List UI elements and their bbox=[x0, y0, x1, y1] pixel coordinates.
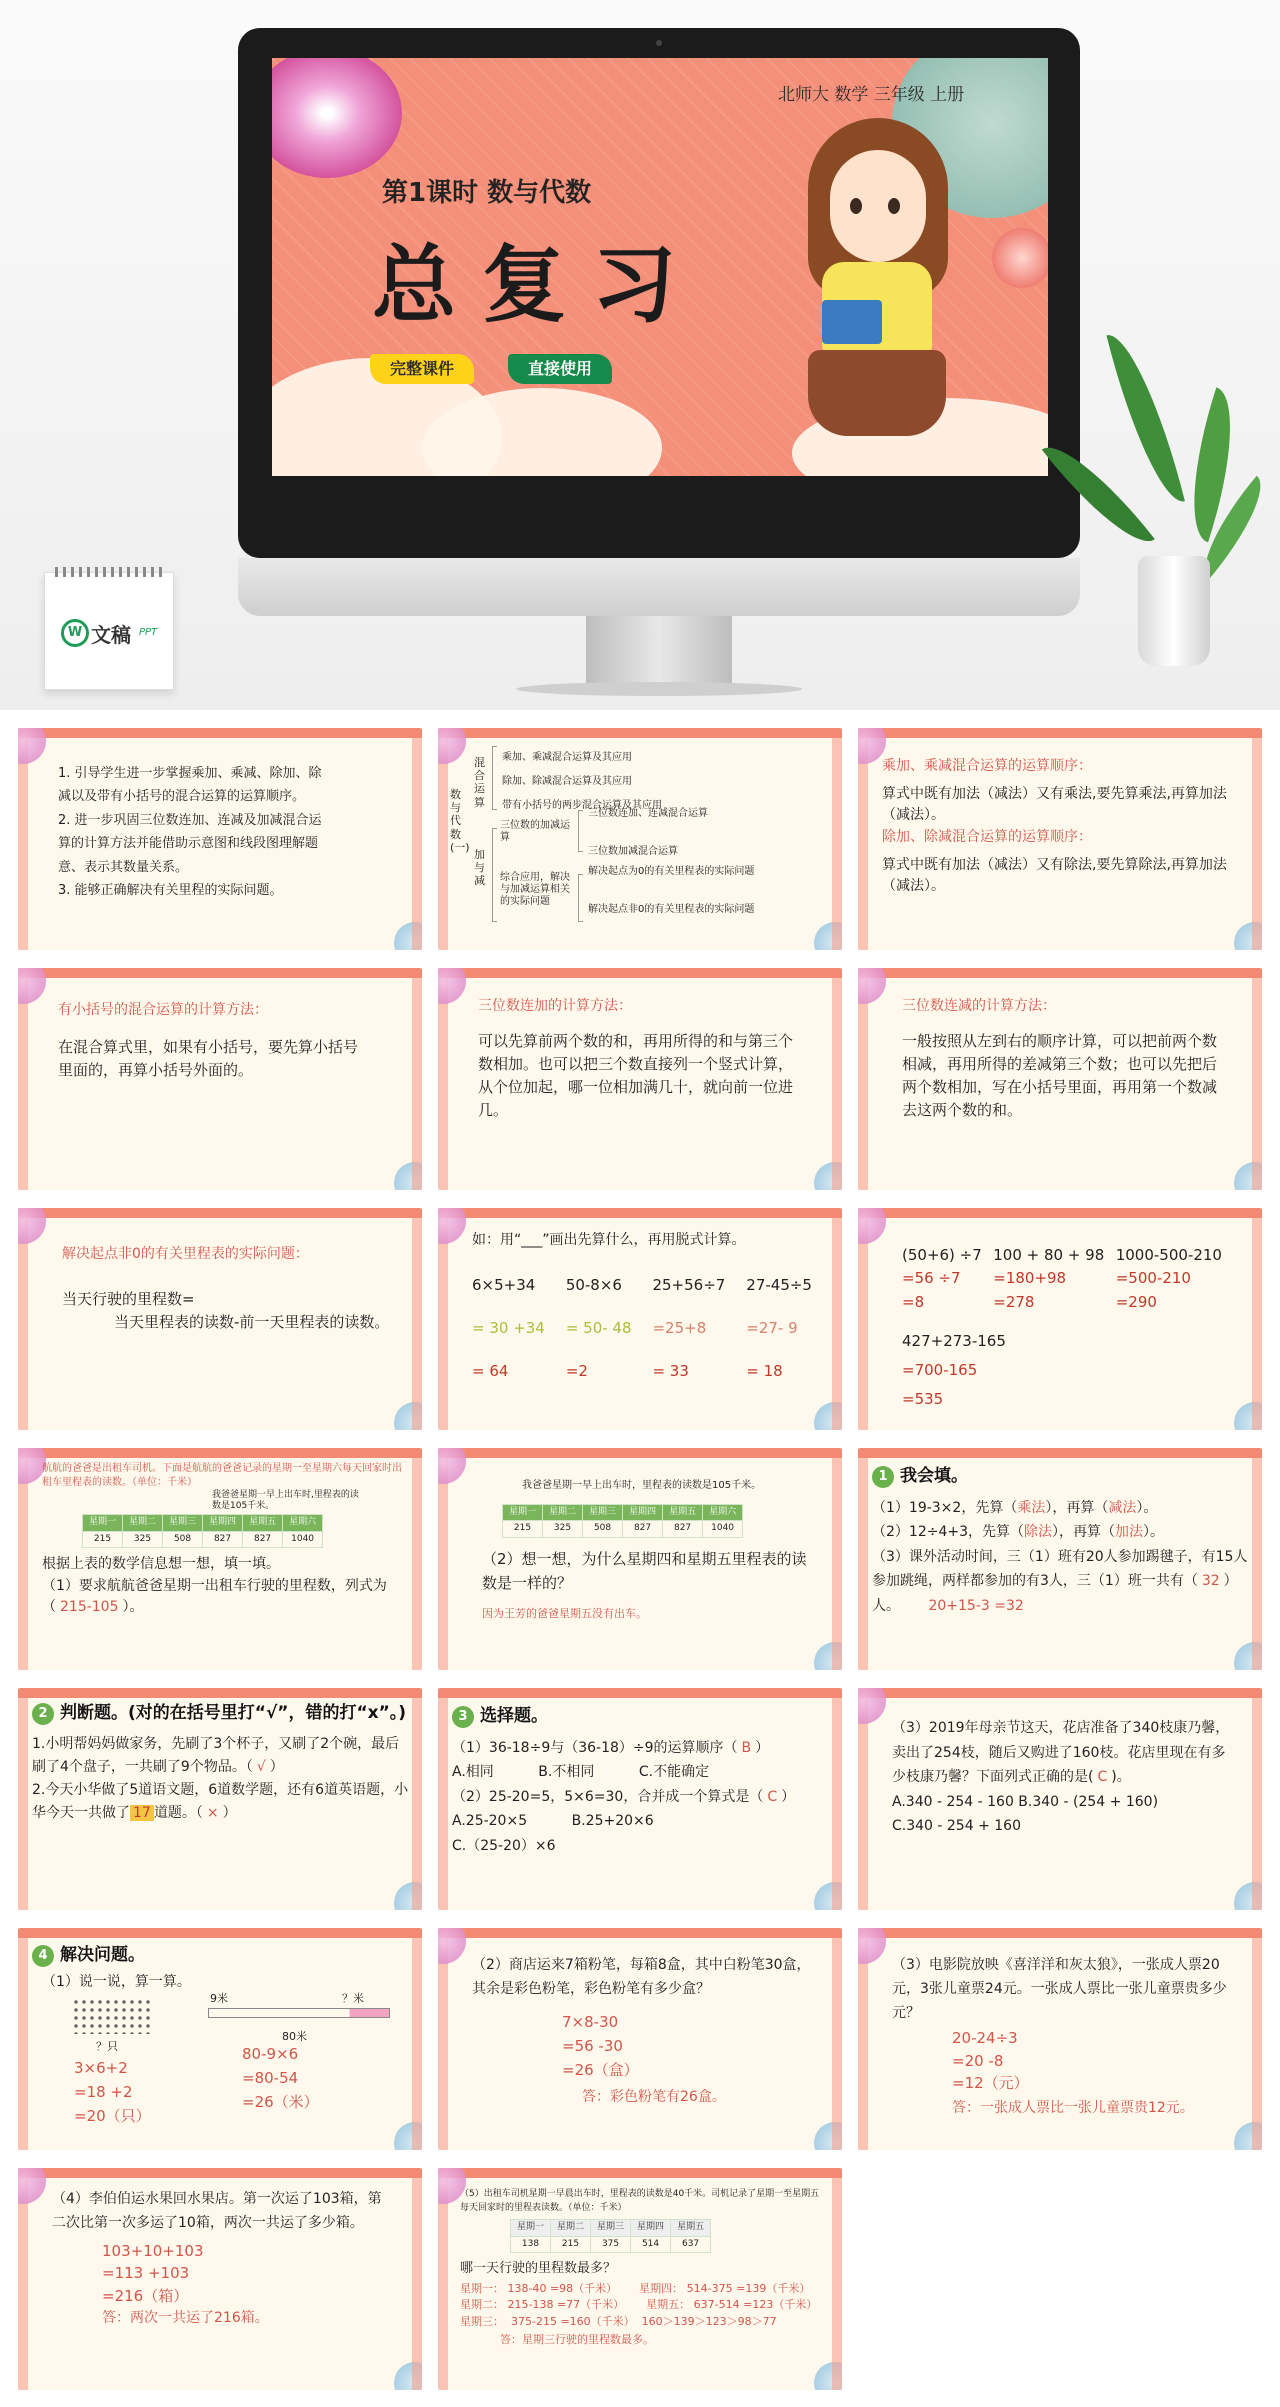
options-line: A.25-20×5 B.25+20×6 bbox=[452, 1813, 654, 1830]
mindmap-item: 解决起点非0的有关里程表的实际问题 bbox=[588, 904, 755, 915]
table-head-cell: 星期五 bbox=[663, 1504, 703, 1521]
step: = 50- 48 bbox=[565, 1318, 632, 1337]
slide-stepwise-2[interactable] bbox=[858, 1208, 1262, 1430]
method-text: 可以先算前两个数的和，再用所得的和与第三个数相加。也可以把三个数直接列一个竖式计算，从个位加起，哪一位相加满几十，就向前一位进几。 bbox=[478, 1031, 794, 1120]
answer-text: 因为王芳的爸爸星期五没有出车。 bbox=[482, 1606, 647, 1620]
table-head-cell: 星期三 bbox=[163, 1514, 203, 1531]
figure-label: 80米 bbox=[282, 2030, 307, 2043]
question-text: 1.小明帮妈妈做家务，先刷了3个杯子，又刷了2个碗，最后刷了4个盘子，一共刷了9个物品。（ bbox=[32, 1736, 400, 1776]
answer: = 33 bbox=[652, 1362, 689, 1381]
section-badge: 1 bbox=[872, 1466, 894, 1488]
options-line: A.相同 B.不相同 C.不能确定 bbox=[452, 1764, 710, 1781]
expression: 427+273-165 bbox=[902, 1331, 1006, 1350]
step: =500-210 bbox=[1115, 1269, 1191, 1288]
solution-step: 20-24÷3 bbox=[952, 2029, 1018, 2048]
question-text: （2）商店运来7箱粉笔，每箱8盒，其中白粉笔30盒，其余是彩色粉笔，彩色粉笔有多少盒？ bbox=[472, 1957, 811, 1997]
table-cell: 325 bbox=[123, 1531, 163, 1548]
mindmap-branch-2: 加与减 bbox=[474, 848, 485, 888]
slide-stepwise-1[interactable] bbox=[438, 1208, 842, 1430]
slide-solve-4[interactable] bbox=[18, 2168, 422, 2390]
mindmap-item: 带有小括号的两步混合运算及其应用 bbox=[502, 800, 662, 811]
question-text: ） bbox=[269, 1759, 284, 1776]
mindmap-sub: 综合应用，解决与加减运算相关的实际问题 bbox=[500, 872, 570, 907]
objective-line: 2. 进一步巩固三位数连加、连减及加减混合运 bbox=[58, 812, 322, 828]
solution-row bbox=[460, 2281, 822, 2298]
question-text: （2）12÷4+3，先算（ bbox=[872, 1524, 1024, 1541]
method-formula: 当天行驶的里程数= bbox=[62, 1289, 195, 1308]
question-text: ）。 bbox=[122, 1599, 144, 1616]
rule-text: 算式中既有加法（减法）又有乘法,要先算乘法,再算加法（减法）。 bbox=[882, 785, 1227, 824]
table-cell: 508 bbox=[583, 1521, 623, 1538]
table-cell: 827 bbox=[663, 1521, 703, 1538]
table-cell: 827 bbox=[243, 1531, 283, 1548]
solution-col bbox=[242, 2042, 319, 2114]
table-cell: 827 bbox=[623, 1521, 663, 1538]
section-title: 我会填。 bbox=[900, 1466, 968, 1486]
table-head-cell: 星期四 bbox=[631, 2220, 671, 2237]
question-line bbox=[452, 1736, 830, 1761]
table-head-cell: 星期二 bbox=[123, 1514, 163, 1531]
objective-line: 3. 能够正确解决有关里程的实际问题。 bbox=[58, 882, 283, 898]
method-text: 在混合算式里，如果有小括号，要先算小括号里面的，再算小括号外面的。 bbox=[58, 1037, 359, 1079]
table-cell: 637 bbox=[671, 2236, 711, 2253]
monitor-stand bbox=[586, 616, 732, 686]
answer-text: 答：星期三行驶的里程数最多。 bbox=[500, 2333, 654, 2346]
lesson-subtitle: 第1课时 数与代数 bbox=[382, 178, 592, 208]
solution-step: =20 -8 bbox=[952, 2051, 1004, 2070]
answer-fill: √ bbox=[256, 1759, 266, 1776]
solution-step: 103+10+103 bbox=[102, 2241, 204, 2260]
slide-solve-1[interactable] bbox=[18, 1928, 422, 2150]
table-head-cell: 星期五 bbox=[671, 2220, 711, 2237]
solution-step: 星期二： 215-138 =77（千米） bbox=[460, 2298, 625, 2311]
camera-dot bbox=[656, 40, 662, 46]
step: =700-165 bbox=[902, 1361, 978, 1379]
mindmap-item: 三位数加减混合运算 bbox=[588, 846, 678, 857]
question-text: )。 bbox=[1111, 1769, 1131, 1785]
answer-text: 答：彩色粉笔有26盒。 bbox=[582, 2088, 726, 2105]
question-text: 哪一天行驶的里程数最多？ bbox=[460, 2261, 617, 2276]
answer-fill: C bbox=[767, 1788, 778, 1805]
odometer-table bbox=[502, 1504, 743, 1539]
cover-title: 总复习 bbox=[372, 236, 703, 334]
solution-step: =216（箱） bbox=[102, 2286, 189, 2305]
slide-brackets-method[interactable] bbox=[18, 968, 422, 1190]
answer-fill: 32 bbox=[1201, 1573, 1220, 1590]
solution-step: 星期四： 514-375 =139（千米） bbox=[639, 2281, 811, 2295]
logo-ppt: PPT bbox=[139, 627, 158, 638]
question-text: （3）2019年母亲节这天，花店准备了340枝康乃馨，卖出了254枝，随后又购进了160枝。花店里现在有多少枝康乃馨？下面列式正确的是( bbox=[892, 1720, 1230, 1785]
red-flower-decoration bbox=[992, 228, 1048, 288]
expression: (50+6) ÷7 bbox=[902, 1246, 982, 1264]
expression: 1000-500-210 bbox=[1115, 1246, 1222, 1264]
question-text: ），再算（ bbox=[1052, 1524, 1115, 1541]
odometer-table bbox=[82, 1514, 323, 1549]
expr-col bbox=[746, 1274, 812, 1384]
answer-fill: 乘法 bbox=[1017, 1499, 1046, 1516]
mindmap-sub: 三位数的加减运算 bbox=[500, 820, 570, 843]
mindmap-item: 除加、除减混合运算及其应用 bbox=[502, 776, 632, 787]
solution-col bbox=[102, 2240, 392, 2308]
highlight-number: 17 bbox=[130, 1805, 154, 1821]
problem-intro: （5）出租车司机星期一早晨出车时，里程表的读数是40千米。司机记录了星期一至星期五每天回家时的里程表读数。（单位：千米） bbox=[460, 2189, 820, 2213]
answer: = 18 bbox=[746, 1362, 783, 1381]
question-text: 根据上表的数学信息想一想，填一填。 bbox=[42, 1556, 280, 1573]
question-text: 道题。（ bbox=[153, 1805, 203, 1822]
solution-row bbox=[460, 2297, 822, 2314]
calc-note: 20+15-3 =32 bbox=[928, 1597, 1024, 1614]
table-caption: 我爸爸星期一早上出车时，里程表的读数是105千米。 bbox=[522, 1480, 762, 1491]
method-heading: 解决起点非0的有关里程表的实际问题： bbox=[62, 1246, 309, 1262]
complete-courseware-tag[interactable]: 完整课件 bbox=[370, 354, 474, 384]
question-text: （2）25-20=5，5×6=30，合并成一个算式是（ bbox=[452, 1788, 764, 1805]
section-badge: 4 bbox=[32, 1945, 54, 1967]
answer: = 64 bbox=[472, 1362, 509, 1381]
question-text: （1）要求航航爸爸星期一出租车行驶的里程数，列式为（ bbox=[42, 1578, 387, 1616]
section-title: 判断题。(对的在括号里打“√”，错的打“x”。) bbox=[60, 1703, 407, 1723]
method-heading: 三位数连加的计算方法： bbox=[478, 998, 632, 1014]
slide-order-rules[interactable] bbox=[858, 728, 1262, 950]
monitor-base bbox=[516, 682, 802, 696]
question-text: ） bbox=[222, 1805, 237, 1822]
question-line bbox=[892, 1716, 1232, 1790]
expression: 27-45÷5 bbox=[746, 1275, 812, 1294]
objective-line: 意、表示其数量关系。 bbox=[58, 859, 189, 875]
brand-line: 北师大 数学 三年级 上册 bbox=[778, 85, 965, 105]
table-head-cell: 星期一 bbox=[503, 1504, 543, 1521]
question-line bbox=[32, 1733, 410, 1779]
table-head-cell: 星期五 bbox=[243, 1514, 283, 1531]
question-text: ），再算（ bbox=[1045, 1499, 1109, 1516]
mindmap-item: 乘加、乘减混合运算及其应用 bbox=[502, 752, 632, 763]
question-line bbox=[872, 1496, 1250, 1521]
table-cell: 325 bbox=[543, 1521, 583, 1538]
sub-question: （1）说一说，算一算。 bbox=[42, 1974, 191, 1991]
question-text: ） bbox=[755, 1739, 770, 1756]
answer: =8 bbox=[902, 1292, 925, 1311]
mindmap-item: 三位数连加、连减混合运算 bbox=[588, 808, 708, 819]
table-cell: 508 bbox=[163, 1531, 203, 1548]
table-head-cell: 星期三 bbox=[591, 2220, 631, 2237]
section-badge: 2 bbox=[32, 1703, 54, 1725]
table-cell: 827 bbox=[203, 1531, 243, 1548]
table-cell: 1040 bbox=[703, 1521, 743, 1538]
solution-step: =26（盒） bbox=[562, 2060, 639, 2079]
options-line: C.340 - 254 + 160 bbox=[892, 1818, 1021, 1834]
solution-step: =26（米） bbox=[242, 2093, 319, 2111]
slide-solve-3[interactable] bbox=[858, 1928, 1262, 2150]
table-head-cell: 星期四 bbox=[623, 1504, 663, 1521]
question-text: （1）19-3×2，先算（ bbox=[872, 1499, 1018, 1516]
expr-col bbox=[993, 1244, 1104, 1314]
section-title: 选择题。 bbox=[480, 1706, 548, 1726]
expr-col bbox=[566, 1274, 632, 1384]
table-head-cell: 星期一 bbox=[83, 1514, 123, 1531]
figure-label: 9米 bbox=[210, 1992, 228, 2005]
solution-step: =20（只） bbox=[74, 2107, 151, 2125]
table-cell: 514 bbox=[631, 2236, 671, 2253]
method-heading: 三位数连减的计算方法： bbox=[902, 998, 1056, 1014]
slide-subtraction-method[interactable] bbox=[858, 968, 1262, 1190]
solution-step: =56 -30 bbox=[562, 2036, 623, 2055]
question-text: ）人。 bbox=[872, 1573, 1238, 1614]
table-head-cell: 星期一 bbox=[511, 2220, 551, 2237]
exercise-prompt: 如：用“___”画出先算什么，再用脱式计算。 bbox=[472, 1232, 746, 1248]
solution-step: 7×8-30 bbox=[562, 2012, 619, 2031]
question-text: （4）李伯伯运水果回水果店。第一次运了103箱，第二次比第一次多运了10箱，两次一共运了多少箱。 bbox=[52, 2191, 382, 2231]
question-text: （2）想一想，为什么星期四和星期五里程表的读数是一样的？ bbox=[482, 1550, 807, 1592]
odometer-table bbox=[510, 2219, 711, 2253]
rule-heading: 除加、除减混合运算的运算顺序： bbox=[882, 829, 1092, 846]
expression: 50-8×6 bbox=[565, 1275, 622, 1294]
solution-step: =12（元） bbox=[952, 2074, 1029, 2093]
objective-line: 算的计算方法并能借助示意图和线段图理解题 bbox=[58, 836, 319, 852]
objective-line: 减以及带有小括号的混合运算的运算顺序。 bbox=[58, 789, 306, 805]
segment-bar bbox=[208, 2008, 390, 2018]
table-cell: 1040 bbox=[283, 1531, 323, 1548]
expression: 25+56÷7 bbox=[652, 1275, 726, 1294]
table-head-cell: 星期三 bbox=[583, 1504, 623, 1521]
solution-step: 80-9×6 bbox=[242, 2045, 299, 2063]
expression: 6×5+34 bbox=[472, 1275, 536, 1294]
mindmap-item: 解决起点为0的有关里程表的实际问题 bbox=[588, 866, 755, 877]
answer-fill: 加法 bbox=[1115, 1524, 1143, 1541]
answer-text: 答：一张成人票比一张儿童票贵12元。 bbox=[952, 2099, 1194, 2116]
question-text: ）。 bbox=[1136, 1499, 1158, 1516]
table-head-cell: 星期二 bbox=[543, 1504, 583, 1521]
answer-fill: 除法 bbox=[1024, 1524, 1052, 1541]
question-text: ）。 bbox=[1143, 1524, 1164, 1541]
question-text: （1）36-18÷9与（36-18）÷9的运算顺序（ bbox=[452, 1739, 738, 1756]
table-cell: 215 bbox=[551, 2236, 591, 2253]
dots-figure bbox=[72, 1998, 152, 2034]
rule-heading: 乘加、乘减混合运算的运算顺序： bbox=[882, 758, 1092, 774]
slide-objectives[interactable] bbox=[18, 728, 422, 950]
solution-step: =80-54 bbox=[242, 2069, 299, 2087]
rule-text: 算式中既有加法（减法）又有除法,要先算除法,再算加法（减法）。 bbox=[882, 856, 1227, 895]
step: =180+98 bbox=[993, 1269, 1067, 1288]
slide-true-false[interactable] bbox=[18, 1688, 422, 1910]
solution-col bbox=[74, 2056, 151, 2128]
method-heading: 有小括号的混合运算的计算方法： bbox=[58, 1002, 268, 1018]
table-cell: 215 bbox=[503, 1521, 543, 1538]
question-text: （3）电影院放映《喜洋洋和灰太狼》，一张成人票20元，3张儿童票24元。一张成人票比一张儿童票贵多少元？ bbox=[892, 1957, 1227, 2021]
figure-label: ？米 bbox=[342, 1992, 364, 2005]
solution-step: 3×6+2 bbox=[74, 2059, 128, 2077]
answer: =290 bbox=[1115, 1292, 1157, 1311]
step: =25+8 bbox=[652, 1318, 707, 1337]
answer-text: 答：两次一共运了216箱。 bbox=[102, 2310, 269, 2327]
slide-multiple-choice[interactable] bbox=[438, 1688, 842, 1910]
slide-solve-5[interactable] bbox=[438, 2168, 842, 2390]
answer-fill: B bbox=[741, 1739, 752, 1756]
table-head-cell: 星期六 bbox=[703, 1504, 743, 1521]
table-head-cell: 星期六 bbox=[283, 1514, 323, 1531]
question-line bbox=[452, 1785, 830, 1810]
answer: =535 bbox=[902, 1390, 944, 1409]
question-line bbox=[32, 1779, 410, 1825]
solution-step: 星期五： 637-514 =123（千米） bbox=[646, 2298, 818, 2311]
answer-fill: 减法 bbox=[1108, 1499, 1137, 1516]
expr-col bbox=[902, 1244, 982, 1314]
slide-odometer-q1[interactable] bbox=[18, 1448, 422, 1670]
table-cell: 138 bbox=[511, 2236, 551, 2253]
expr-col bbox=[652, 1274, 725, 1384]
question-line bbox=[872, 1545, 1250, 1619]
slide-flowers-problem[interactable] bbox=[858, 1688, 1262, 1910]
solution-step: =113 +103 bbox=[102, 2264, 190, 2283]
objective-line: 1. 引导学生进一步掌握乘加、乘减、除加、除 bbox=[58, 766, 322, 781]
mindmap-root: 数与代数(一) bbox=[450, 788, 470, 854]
monitor-chin bbox=[238, 558, 1080, 616]
mindmap-branch-1: 混合运算 bbox=[474, 756, 485, 809]
logo-icon: W bbox=[61, 619, 89, 647]
question-line bbox=[872, 1520, 1250, 1545]
answer-fill: 215-105 bbox=[60, 1599, 119, 1616]
hero-cover bbox=[0, 0, 1280, 710]
step: =56 ÷7 bbox=[902, 1269, 961, 1288]
options-line: C.（25-20）×6 bbox=[452, 1837, 556, 1854]
slide-fill-in[interactable] bbox=[858, 1448, 1262, 1670]
slide-odometer-method[interactable] bbox=[18, 1208, 422, 1430]
direct-use-tag[interactable]: 直接使用 bbox=[508, 354, 612, 384]
solution-step: =18 +2 bbox=[74, 2083, 133, 2101]
expression: 100 + 80 + 98 bbox=[993, 1246, 1105, 1264]
slide-odometer-q2[interactable] bbox=[438, 1448, 842, 1670]
solution-step: 星期三： 375-215 =160（千米） 160＞139＞123＞98＞77 bbox=[460, 2314, 777, 2328]
section-title: 解决问题。 bbox=[60, 1945, 145, 1965]
table-caption: 我爸爸星期一早上出车时,里程表的读数是105千米。 bbox=[212, 1490, 359, 1511]
solution-step: 星期一： 138-40 =98（千米） bbox=[460, 2281, 618, 2295]
question-text: 2.今天小华做了5道语文题，6道数学题，还有6道英语题，小华今天一共做了 bbox=[32, 1782, 409, 1822]
problem-intro: 航航的爸爸是出租车司机。下面是航航的爸爸记录的星期一至星期六每天回家时出租车里程表的读数。（单位：千米） bbox=[42, 1463, 402, 1488]
logo-text: 文稿 bbox=[91, 623, 131, 647]
question-line bbox=[42, 1576, 404, 1618]
answer-fill: C bbox=[1097, 1769, 1108, 1785]
slide-solve-2[interactable] bbox=[438, 1928, 842, 2150]
step: =27- 9 bbox=[746, 1318, 798, 1337]
table-head-cell: 星期二 bbox=[551, 2220, 591, 2237]
method-text: 一般按照从左到右的顺序计算，可以把前两个数相减，再用所得的差减第三个数；也可以先把后两个数相加，写在小括号里面，再用第一个数减去这两个数的和。 bbox=[902, 1031, 1218, 1120]
step: = 30 +34 bbox=[472, 1318, 545, 1337]
options-line: A.340 - 254 - 160 B.340 - (254 + 160) bbox=[892, 1793, 1159, 1810]
section-badge: 3 bbox=[452, 1706, 474, 1728]
question-text: （3）课外活动时间，三（1）班有20人参加踢毽子，有15人参加跳绳，两样都参加的有3人，三（1）班一共有（ bbox=[872, 1548, 1248, 1590]
expr-col bbox=[472, 1274, 545, 1384]
table-head-cell: 星期四 bbox=[203, 1514, 243, 1531]
slide-addition-method[interactable] bbox=[438, 968, 842, 1190]
answer-fill: × bbox=[206, 1805, 219, 1822]
question-text: ） bbox=[781, 1788, 796, 1805]
figure-label: ？只 bbox=[96, 2040, 118, 2053]
answer: =278 bbox=[993, 1292, 1035, 1311]
expr-col bbox=[1116, 1244, 1222, 1314]
calendar-logo bbox=[44, 572, 174, 690]
method-formula: 当天里程表的读数-前一天里程表的读数。 bbox=[114, 1312, 390, 1331]
table-cell: 215 bbox=[83, 1531, 123, 1548]
answer: =2 bbox=[565, 1362, 588, 1381]
table-cell: 375 bbox=[591, 2236, 631, 2253]
solution-col bbox=[952, 2027, 1232, 2095]
slide-mindmap[interactable] bbox=[438, 728, 842, 950]
solution-col bbox=[562, 2010, 812, 2082]
